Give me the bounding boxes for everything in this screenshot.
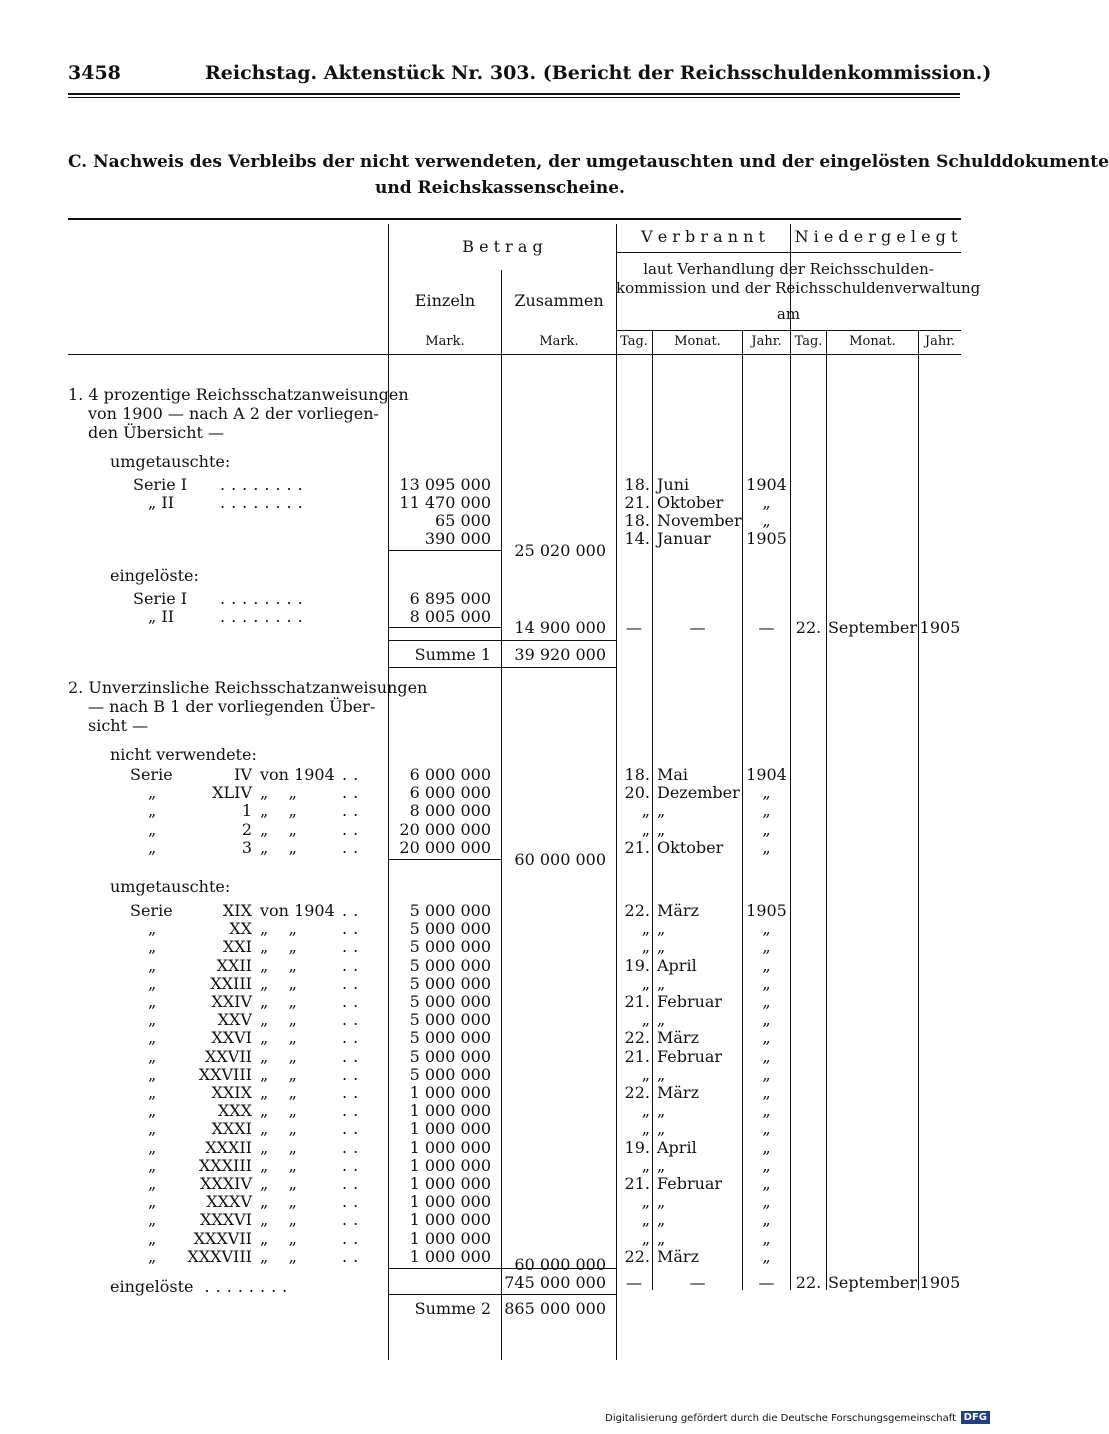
footer-credit: Digitalisierung gefördert durch die Deutsche Forschungsgemeinschaft [605,1413,956,1424]
sec1-niedergelegt-jahr: 1905 [919,618,961,637]
sec1-umg-row-label: „ II [148,493,175,512]
sec2-umg-row-jahr: „ [762,1064,771,1084]
sec2-nv-row-monat: „ [657,819,666,839]
sec2-umg-row-jahr: „ [762,1246,771,1266]
sec2-nv-row-leader: .. [342,765,365,784]
sec2-umg-row-roman: XXXIV [199,1174,252,1193]
sec2-umg-row-monat: März [657,1246,699,1266]
col-jahr-verbrannt: Jahr. [751,334,782,349]
sec1-umg-row-einzeln: 390 000 [424,529,491,548]
sec2-umg-row-leader: .. [342,901,365,920]
sec2-umg-row-tag: „ [641,1210,650,1230]
sec2-umg-row-roman: XX [229,919,252,939]
sec2-umg-row-tag: 22. [624,1246,650,1266]
sec2-umg-row-einzeln: 5 000 000 [409,1010,491,1030]
running-title: Reichstag. Aktenstück Nr. 303. (Bericht der Reichsschuldenkommission.) [205,62,992,84]
sec2-umg-row-jahr: „ [762,1192,771,1212]
sec2-nv-row-prefix: „ [148,783,157,803]
sec1-ein-row-leader: ........ [220,607,309,626]
sec2-umg-row-einzeln: 1 000 000 [409,1228,491,1248]
am-label: am [776,305,801,323]
sec2-title-line1: 2. Unverzinsliche Reichsschatzanweisungen [68,678,428,697]
sec2-umg-row-jahr: „ [762,1228,771,1248]
sec2-umg-row-leader: .. [342,919,365,939]
sec2-nv-row-einzeln: 20 000 000 [399,837,491,857]
sec1-umg-row-leader: ........ [220,475,309,494]
sec2-umg-row-einzeln: 1 000 000 [409,1137,491,1157]
col-header-einzeln: Einzeln [414,291,476,310]
col-header-betrag: B e t r a g [462,237,543,256]
sec2-umg-row-monat: „ [657,1101,666,1121]
table-top-rule [68,218,961,220]
sec2-umg-row-jahr: „ [762,1083,771,1102]
sec1-umg-row-tag: 18. [624,511,650,530]
sec2-umg-row-roman: XIX [222,901,252,920]
sec2-umg-row-tag: „ [641,919,650,939]
sec2-umg-row-einzeln: 1 000 000 [409,1210,491,1230]
sec1-verbrannt-tag: — [626,618,642,637]
sec2-umg-row-jahr: „ [762,1010,771,1030]
sec2-umg-row-jahr: „ [762,1210,771,1230]
sec2-nv-row-leader: .. [342,837,365,857]
sec2-nv-row-suffix: „ „ [260,819,297,839]
sec2-umg-row-prefix: Serie [130,901,173,920]
sec2-umg-row-prefix: „ [148,1010,157,1030]
sec2-nv-row-roman: IV [234,765,252,784]
sec1-ein-row-einzeln: 6 895 000 [409,589,491,608]
sec2-umg-row-prefix: „ [148,1210,157,1230]
sec1-umg-row-label: Serie I [133,475,188,494]
sec2-umg-row-prefix: „ [148,1174,157,1193]
sec2-nv-row-suffix: „ „ [260,783,297,803]
sec2-nv-row-jahr: „ [762,801,771,821]
sec2-umg-row-einzeln: 1 000 000 [409,1119,491,1139]
sec2-umg-row-monat: März [657,1028,699,1048]
section-heading-line1: C. Nachweis des Verbleibs der nicht verwendeten, der umgetauschten und der eingelösten Schulddokumente [68,152,1109,172]
sec1-umg-row-tag: 14. [624,529,650,548]
sec2-nv-row-roman: 3 [241,837,252,857]
sec2-umg-row-einzeln: 5 000 000 [409,901,491,920]
sec2-umg-row-leader: .. [342,1083,365,1102]
dfg-logo: DFG [961,1411,990,1424]
unit-mark-einzeln: Mark. [425,334,465,349]
sec2-umg-row-prefix: „ [148,1046,157,1066]
sec2-umg-row-monat: „ [657,1064,666,1084]
sec2-umgetauschte-label: umgetauschte: [110,877,231,896]
sec2-nv-row-tag: 21. [624,837,650,857]
sec1-ein-row-label: Serie I [133,589,188,608]
sec2-umg-row-einzeln: 5 000 000 [409,1064,491,1084]
sec2-umg-row-roman: XXXI [211,1119,252,1139]
sec2-umg-row-jahr: „ [762,992,771,1011]
sec2-umg-row-prefix: „ [148,937,157,957]
sec2-nv-row-jahr: 1904 [746,765,787,784]
sec2-umg-row-leader: .. [342,1174,365,1193]
sec2-nv-row-roman: XLIV [212,783,252,803]
sec2-nv-row-monat: „ [657,801,666,821]
sec2-umg-row-roman: XXI [222,937,252,957]
sec2-umg-row-jahr: „ [762,1174,771,1193]
col-header-zusammen: Zusammen [514,291,604,310]
sec2-eingeloeste-text: eingelöste [110,1277,194,1296]
header-rule-thick [68,93,960,95]
sec2-nv-row-prefix: „ [148,837,157,857]
sec2-umg-row-suffix: „ „ [260,955,297,975]
sec2-umg-row-leader: .. [342,1064,365,1084]
sec2-umg-row-leader: .. [342,1046,365,1066]
sec2-umg-row-tag: 22. [624,901,650,920]
sec1-ein-row-einzeln: 8 005 000 [409,607,491,626]
sec2-umg-row-einzeln: 5 000 000 [409,1046,491,1066]
sec2-umg-row-leader: .. [342,1028,365,1048]
sec1-umg-row-tag: 18. [624,475,650,494]
sec2-umg-row-monat: „ [657,973,666,993]
sec2-summe-label: Summe 2 [414,1299,491,1318]
col-divider-einzeln [501,270,502,1360]
sec2-niedergelegt-jahr: 1905 [919,1273,961,1292]
sec2-umg-row-prefix: „ [148,1246,157,1266]
sec1-niedergelegt-monat: September [827,618,918,637]
sec2-nv-row-prefix: „ [148,819,157,839]
sec2-umg-row-roman: XXII [216,955,252,975]
sec2-umg-row-leader: .. [342,973,365,993]
sec1-umg-row-einzeln: 11 470 000 [399,493,491,512]
sec2-umg-row-monat: April [657,1137,697,1157]
sec1-ein-row-label: „ II [148,607,175,626]
sec1-umg-row-monat: Juni [657,475,690,494]
sec1-zusammen-umgetauscht: 25 020 000 [514,541,606,560]
sec2-umg-row-roman: XXV [217,1010,252,1030]
table-header-rule [68,354,961,355]
sec2-umg-row-leader: .. [342,1010,365,1030]
sec2-umg-row-tag: 22. [624,1083,650,1102]
sec2-umg-row-einzeln: 1 000 000 [409,1192,491,1212]
sec1-eingeloeste-label: eingelöste: [110,566,199,585]
sec2-umg-row-jahr: „ [762,1028,771,1048]
sec2-umg-row-suffix: „ „ [260,1119,297,1139]
sec2-umg-row-tag: „ [641,1064,650,1084]
sec2-umg-row-monat: Februar [657,1174,723,1193]
sec2-umg-row-einzeln: 1 000 000 [409,1083,491,1102]
sec1-verbrannt-jahr: — [758,618,775,637]
sec1-niedergelegt-tag: 22. [795,618,822,637]
sec2-umg-row-suffix: „ „ [260,1046,297,1066]
sec2-umg-row-jahr: „ [762,1119,771,1139]
sec2-umg-row-monat: März [657,901,699,920]
sec2-umg-row-prefix: „ [148,1028,157,1048]
sec2-umg-row-prefix: „ [148,1228,157,1248]
sec2-umg-row-tag: 19. [624,955,650,975]
sec2-verbrannt-monat: — [689,1273,706,1292]
sec2-umg-row-roman: XXVI [211,1028,252,1048]
sec1-title-line3: den Übersicht — [88,423,225,442]
sec2-umg-row-monat: Februar [657,992,723,1011]
sec2-umg-row-leader: .. [342,937,365,957]
sec2-umg-row-einzeln: 1 000 000 [409,1101,491,1121]
sec2-umg-row-tag: „ [641,1101,650,1121]
sec2-umg-row-monat: „ [657,1210,666,1230]
sec2-nv-row-tag: „ [641,819,650,839]
sec1-umg-row-einzeln: 13 095 000 [399,475,491,494]
sec2-umg-row-monat: März [657,1083,699,1102]
sec1-umg-row-tag: 21. [624,493,650,512]
sec2-nicht-verwendete-label: nicht verwendete: [110,745,257,764]
sec2-umg-row-tag: „ [641,937,650,957]
sec2-nv-row-tag: „ [641,801,650,821]
sec2-umg-row-monat: „ [657,937,666,957]
sec2-umg-row-suffix: „ „ [260,992,297,1011]
sec2-umg-row-suffix: „ „ [260,1137,297,1157]
sec2-umg-row-tag: „ [641,973,650,993]
col-divider-jahr1 [790,224,791,1290]
sec2-umg-row-monat: „ [657,1119,666,1139]
sec2-umg-row-leader: .. [342,1228,365,1248]
col-header-verbrannt: V e r b r a n n t [641,227,765,246]
sec2-umg-row-suffix: „ „ [260,1210,297,1230]
sec2-nv-row-roman: 1 [241,801,252,821]
sec2-umg-row-jahr: „ [762,937,771,957]
sec2-umg-row-suffix: von 1904 [260,901,335,920]
sec2-zusammen-eingeloest: 745 000 000 [504,1273,606,1292]
sec2-umg-row-suffix: „ „ [260,1192,297,1212]
sec2-umg-row-roman: XXXVI [199,1210,252,1230]
sec2-umg-row-suffix: „ „ [260,1228,297,1248]
sec2-umg-row-suffix: „ „ [260,937,297,957]
sec2-umg-row-einzeln: 1 000 000 [409,1174,491,1193]
sec2-umg-row-suffix: „ „ [260,1174,297,1193]
sec2-umg-row-prefix: „ [148,1119,157,1139]
sec2-umg-row-prefix: „ [148,1192,157,1212]
sec2-umg-row-suffix: „ „ [260,973,297,993]
sec2-summe-value: 865 000 000 [504,1299,606,1318]
sec2-umg-row-roman: XXVII [205,1046,252,1066]
sec2-nv-row-suffix: „ „ [260,801,297,821]
sec2-nv-row-tag: 18. [624,765,650,784]
sec1-summe-bottom-rule [389,667,616,668]
sec2-niedergelegt-tag: 22. [795,1273,822,1292]
sec2-umg-row-tag: „ [641,1119,650,1139]
sec2-umg-row-roman: XXIII [210,973,252,993]
sec2-umg-row-tag: 21. [624,1174,650,1193]
header-rule-thin [68,97,960,98]
sec2-umg-row-einzeln: 5 000 000 [409,992,491,1011]
sec2-umg-row-tag: „ [641,1228,650,1248]
sec2-umg-row-jahr: „ [762,955,771,975]
sec2-nv-row-monat: Mai [657,765,689,784]
sec2-umg-row-jahr: 1905 [746,901,787,920]
sec2-umg-row-monat: „ [657,1228,666,1248]
sec2-umg-row-jahr: „ [762,919,771,939]
sec1-summe-value: 39 920 000 [514,645,606,664]
sec2-nv-subtotal-rule [389,859,501,860]
sec2-umg-row-prefix: „ [148,1064,157,1084]
sec2-umg-row-jahr: „ [762,1101,771,1121]
sec2-nv-row-roman: 2 [241,819,252,839]
sec2-eingeloeste-label: eingelöste ........ [110,1277,294,1296]
sec2-nv-row-suffix: von 1904 [260,765,335,784]
sec2-umg-row-suffix: „ „ [260,1155,297,1175]
sec2-verbrannt-tag: — [626,1273,642,1292]
sec2-title-line3: sicht — [88,716,149,735]
sec1-summe-label: Summe 1 [414,645,491,664]
sec2-umg-row-prefix: „ [148,973,157,993]
sec2-umg-row-suffix: „ „ [260,1083,297,1102]
sec2-umg-row-einzeln: 1 000 000 [409,1155,491,1175]
sec2-umg-row-suffix: „ „ [260,1010,297,1030]
sec2-umg-row-tag: „ [641,1192,650,1212]
sec2-umg-row-tag: 21. [624,992,650,1011]
sec2-nv-row-jahr: „ [762,837,771,857]
sec1-umg-row-monat: November [657,511,742,530]
sec2-umg-row-tag: „ [641,1155,650,1175]
sec2-umg-row-prefix: „ [148,1137,157,1157]
sec2-umg-row-einzeln: 5 000 000 [409,955,491,975]
sec2-umg-row-jahr: „ [762,1046,771,1066]
page-number: 3458 [68,62,121,84]
sec2-umg-row-prefix: „ [148,1101,157,1121]
sec2-umg-row-leader: .. [342,1210,365,1230]
col-divider-tag2 [826,330,827,1290]
sec2-umg-row-roman: XXIX [211,1083,252,1102]
sec2-nv-row-monat: Dezember [657,783,740,803]
sec1-umgetauschte-label: umgetauschte: [110,452,231,471]
am-rule [616,330,961,331]
sec2-umg-row-roman: XXXV [206,1192,252,1212]
sec2-umg-row-einzeln: 5 000 000 [409,1028,491,1048]
sec1-umg-row-jahr: 1904 [746,475,787,494]
sec1-umg-row-jahr: „ [762,493,771,512]
sec2-nv-row-einzeln: 8 000 000 [409,801,491,821]
sec2-summe-rule [389,1294,616,1295]
sec2-umg-row-suffix: „ „ [260,1028,297,1048]
sec1-umg-row-jahr: „ [762,511,771,530]
sec2-umg-row-leader: .. [342,1119,365,1139]
sec1-verbrannt-monat: — [689,618,706,637]
sec2-umg-row-prefix: „ [148,919,157,939]
sec2-umg-row-roman: XXXIII [198,1155,252,1175]
col-monat-niedergelegt: Monat. [849,334,896,349]
sec2-umg-row-leader: .. [342,1192,365,1212]
laut-line1: laut Verhandlung der Reichsschulden- [643,260,934,278]
sec1-title-line2: von 1900 — nach A 2 der vorliegen- [88,404,379,423]
sec2-umg-row-leader: .. [342,955,365,975]
sec2-umg-row-prefix: „ [148,1083,157,1102]
sec2-nv-row-einzeln: 20 000 000 [399,819,491,839]
sec2-umg-row-prefix: „ [148,1155,157,1175]
sec2-umg-row-roman: XXXVII [193,1228,252,1248]
sec2-umg-row-leader: .. [342,1246,365,1266]
sec1-summe-rule [389,640,616,641]
sec2-nv-row-jahr: „ [762,783,771,803]
sec2-umg-row-roman: XXXII [205,1137,252,1157]
sec1-umg-row-monat: Januar [657,529,711,548]
sec2-umg-row-suffix: „ „ [260,1064,297,1084]
sec2-umg-row-jahr: „ [762,973,771,993]
sec2-zusammen-nicht-verwendet: 60 000 000 [514,850,606,869]
sec2-umg-row-einzeln: 5 000 000 [409,973,491,993]
sec2-nv-row-tag: 20. [624,783,650,803]
sec1-umg-row-monat: Oktober [657,493,724,512]
sec1-zusammen-eingeloest: 14 900 000 [514,618,606,637]
sec2-nv-row-prefix: Serie [130,765,173,784]
sec2-umg-row-monat: April [657,955,697,975]
sec2-umg-row-monat: Februar [657,1046,723,1066]
section-heading-line2: und Reichskassenscheine. [375,178,625,198]
col-header-niedergelegt: N i e d e r g e l e g t [794,227,958,246]
sec2-umg-row-suffix: „ „ [260,919,297,939]
sec2-umg-row-monat: „ [657,1155,666,1175]
sec2-nv-row-leader: .. [342,819,365,839]
sec2-umg-row-einzeln: 5 000 000 [409,919,491,939]
col-divider-monat2 [918,330,919,1290]
sec2-zusammen-umgetauscht: 60 000 000 [514,1255,606,1274]
sec2-umg-row-suffix: „ „ [260,1246,297,1266]
sec1-ein-subtotal-rule [389,627,501,628]
sec2-nv-row-prefix: „ [148,801,157,821]
sec2-umg-row-roman: XXXVIII [187,1246,252,1266]
col-monat-verbrannt: Monat. [674,334,721,349]
col-jahr-niedergelegt: Jahr. [924,334,956,349]
sec2-umg-row-tag: „ [641,1010,650,1030]
sec2-umg-row-roman: XXIV [211,992,252,1011]
sec2-nv-row-leader: .. [342,801,365,821]
unit-mark-zusammen: Mark. [539,334,579,349]
sec2-umg-row-prefix: „ [148,992,157,1011]
sec2-nv-row-monat: Oktober [657,837,724,857]
sec2-umg-row-leader: .. [342,1101,365,1121]
sec2-umg-row-monat: „ [657,1192,666,1212]
sec2-umg-row-roman: XXVIII [198,1064,252,1084]
sec2-umg-row-jahr: „ [762,1137,771,1157]
sec2-umg-row-monat: „ [657,919,666,939]
sec2-umg-row-einzeln: 5 000 000 [409,937,491,957]
sec2-umg-row-tag: 19. [624,1137,650,1157]
sec2-umg-row-jahr: „ [762,1155,771,1175]
sec2-umg-row-leader: .. [342,1137,365,1157]
sec1-umg-row-jahr: 1905 [746,529,787,548]
laut-line2: kommission und der Reichsschuldenverwaltung [616,279,981,297]
sec2-umg-row-monat: „ [657,1010,666,1030]
sec2-umg-row-leader: .. [342,1155,365,1175]
sec2-nv-row-jahr: „ [762,819,771,839]
sec2-nv-row-leader: .. [342,783,365,803]
col-tag-niedergelegt: Tag. [794,334,823,349]
sec1-title-line1: 1. 4 prozentige Reichsschatzanweisungen [68,385,409,404]
sec2-umg-row-tag: 22. [624,1028,650,1048]
sec1-umg-row-einzeln: 65 000 [435,511,491,530]
col-divider-tag1 [652,330,653,1290]
sec2-nv-row-einzeln: 6 000 000 [409,783,491,803]
sec2-umg-row-suffix: „ „ [260,1101,297,1121]
verbrannt-rule [616,252,961,253]
sec2-title-line2: — nach B 1 der vorliegenden Über- [88,697,376,716]
col-tag-verbrannt: Tag. [620,334,648,349]
sec1-umg-subtotal-rule [389,550,501,551]
sec2-umg-row-einzeln: 1 000 000 [409,1246,491,1266]
sec2-verbrannt-jahr: — [758,1273,775,1292]
sec2-umg-row-tag: 21. [624,1046,650,1066]
sec2-nv-row-einzeln: 6 000 000 [409,765,491,784]
sec2-nv-row-suffix: „ „ [260,837,297,857]
sec2-umg-row-leader: .. [342,992,365,1011]
sec2-umg-row-prefix: „ [148,955,157,975]
sec2-umg-row-roman: XXX [217,1101,252,1121]
sec1-ein-row-leader: ........ [220,589,309,608]
sec1-umg-row-leader: ........ [220,493,309,512]
sec2-niedergelegt-monat: September [827,1273,918,1292]
